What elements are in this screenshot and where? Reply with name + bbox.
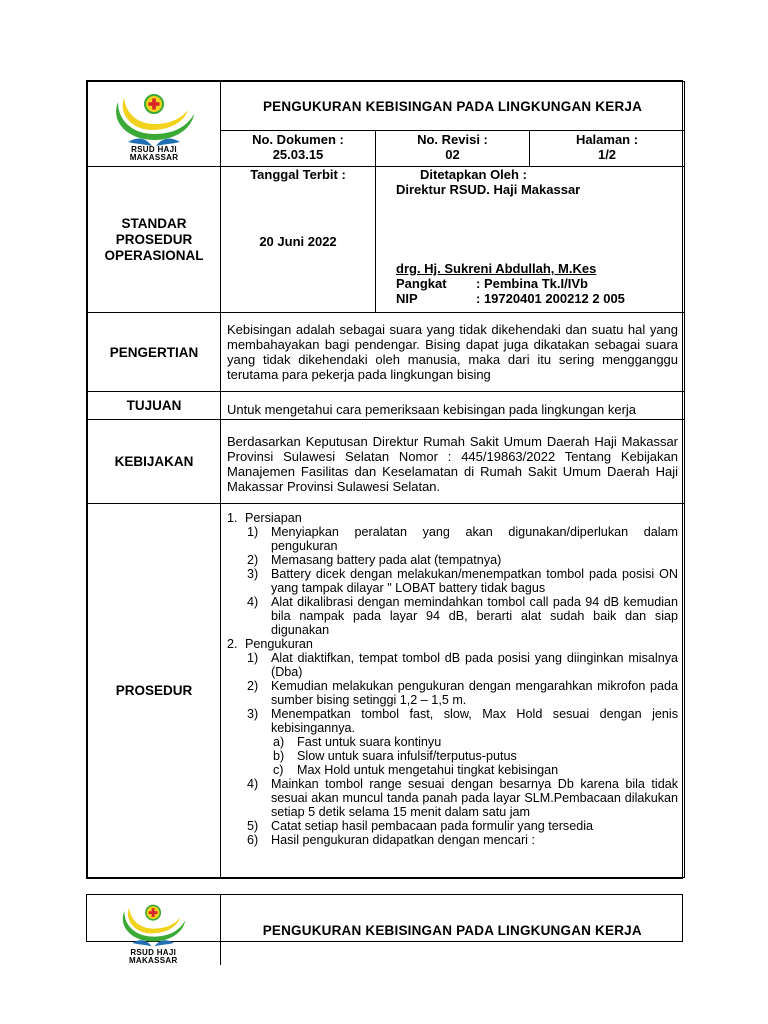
item-text: Kemudian melakukan pengukuran dengan mengarahkan mikrofon pada sumber bising setinggi 1,2 – 1,5 m. [271,679,679,707]
hospital-logo [87,895,220,965]
revision-cell [376,131,530,167]
item-number: b) [273,749,285,763]
sop-label-line3: OPERASIONAL [104,247,204,263]
step-number: 2. [227,637,238,651]
next-document-title: PENGUKURAN KEBISINGAN PADA LINGKUNGAN KERJA [262,922,642,938]
step-pengukuran [221,637,684,651]
item-number: 3) [247,567,259,581]
tujuan-cell [221,392,685,420]
item-number: a) [273,735,285,749]
item-text: Menyiapkan peralatan yang akan digunakan/diperlukan dalam pengukuran [271,525,679,553]
item-number: 4) [247,777,259,791]
item-number: 4) [247,595,259,609]
tujuan-label: TUJUAN [88,392,221,420]
document-title: PENGUKURAN KEBISINGAN PADA LINGKUNGAN KERJA [221,82,685,131]
item-text: Memasang battery pada alat (tempatnya) [271,553,502,567]
rank-label: Pangkat [396,276,447,291]
tujuan-text: Untuk mengetahui cara pemeriksaan kebisingan pada lingkungan kerja [227,402,637,417]
logo-cell [88,82,221,167]
kebijakan-label: KEBIJAKAN [88,420,221,504]
pengertian-label: PENGERTIAN [88,313,221,392]
kebijakan-text: Berdasarkan Keputusan Direktur Rumah Sakit Umum Daerah Haji Makassar Provinsi Sulawesi Selatan Nomor : 445/19863/2022 Tentang Kebijakan Manajemen Fasilitas dan Keselamatan di Rumah Sakit Umum Daerah Haji Makassar Provinsi Sulawesi Selatan. [227,434,679,494]
nip-row [396,291,684,306]
logo-line2: MAKASSAR [129,153,179,162]
list-item [221,651,684,679]
issue-date-cell [221,167,376,313]
revision-value: 02 [445,147,460,162]
next-page-table [87,895,684,965]
pengukuran-list-continued [221,777,684,847]
issue-date-value: 20 Juni 2022 [259,234,337,249]
nip-value: : 19720401 200212 2 005 [476,291,625,306]
logo-line2: MAKASSAR [128,956,178,965]
item-text: Max Hold untuk mengetahui tingkat kebisingan [297,763,559,777]
doc-number-label: No. Dokumen : [252,132,344,147]
issue-date-label: Tanggal Terbit : [250,167,346,182]
item-number: 2) [247,553,259,567]
item-text: Hasil pengukuran didapatkan dengan mencari : [271,833,535,847]
pengertian-cell [221,313,685,392]
item-number: 1) [247,651,259,665]
next-page-header [86,894,683,965]
pengertian-text: Kebisingan adalah sebagai suara yang tidak dikehendaki dan suatu hal yang membahayakan bagi pendengar. Bising dapat juga dikatakan sebagai suara yang tidak dikehendaki oleh manusia, maka dari itu sering mengganggu terutama para pekerja pada lingkungan bising [227,322,679,382]
item-text: Alat diaktifkan, tempat tombol dB pada posisi yang diinginkan misalnya (Dba) [271,651,679,679]
list-item [221,567,684,595]
item-text: Slow untuk suara infulsif/terputus-putus [297,749,517,763]
hospital-logo [88,82,220,166]
pengukuran-sublist [221,735,684,777]
item-text: Mainkan tombol range sesuai dengan besarnya Db karena bila tidak sesuai akan muncul tanda panah pada layar SLM.Pembacaan dilakukan setiap 5 detik selama 15 menit dalam satu jam [271,777,679,819]
set-by-value: Direktur RSUD. Haji Makassar [396,182,581,197]
list-item [221,735,684,749]
sop-document [86,80,683,879]
list-item [221,777,684,819]
list-item [221,763,684,777]
logo-line1: RSUD HAJI [131,145,177,154]
item-number: c) [273,763,284,777]
list-item [221,819,684,833]
list-item [221,707,684,735]
persiapan-list [221,525,684,637]
set-by-label: Ditetapkan Oleh : [420,167,527,182]
signer-name: drg. Hj. Sukreni Abdullah, M.Kes [396,261,597,276]
page-value: 1/2 [597,147,617,162]
item-text: Fast untuk suara kontinyu [297,735,442,749]
list-item [221,525,684,553]
page-cell [530,131,685,167]
crescent-hands-icon [87,895,220,951]
list-item [221,679,684,707]
item-text: Catat setiap hasil pembacaan pada formulir yang tersedia [271,819,594,833]
sop-label-line2: PROSEDUR [115,231,193,247]
list-item [221,595,684,637]
logo-line1: RSUD HAJI [130,948,177,957]
item-number: 1) [247,525,259,539]
step-title: Pengukuran [245,637,313,651]
sop-table [87,81,685,878]
step-title: Persiapan [245,511,302,525]
sop-label [88,167,221,313]
doc-number-value: 25.03.15 [272,147,324,162]
kebijakan-cell [221,420,685,504]
step-persiapan [221,511,684,525]
item-text: Menempatkan tombol fast, slow, Max Hold sesuai dengan jenis kebisingannya. [271,707,679,735]
prosedur-cell [221,504,685,878]
next-logo-cell [87,895,220,965]
list-item [221,833,684,847]
doc-number-cell [221,131,376,167]
rank-row [396,276,684,291]
rank-value: : Pembina Tk.I/IVb [476,276,588,291]
revision-label: No. Revisi : [417,132,488,147]
nip-label: NIP [396,291,418,306]
item-number: 5) [247,819,259,833]
item-text: Battery dicek dengan melakukan/menempatkan tombol pada posisi ON yang tampak dilayar " LOBAT battery tidak bagus [271,567,679,595]
approval-cell [376,167,685,313]
item-number: 6) [247,833,259,847]
crescent-hands-icon [88,82,221,152]
prosedur-label: PROSEDUR [88,504,221,878]
page-label: Halaman : [575,132,639,147]
sop-label-line1: STANDAR [121,215,187,231]
step-number: 1. [227,511,238,525]
item-number: 2) [247,679,259,693]
list-item [221,553,684,567]
item-text: Alat dikalibrasi dengan memindahkan tombol call pada 94 dB kemudian bila nampak pada layar 94 dB, berarti alat sudah baik dan siap digunakan [271,595,679,637]
item-number: 3) [247,707,259,721]
pengukuran-list [221,651,684,735]
list-item [221,749,684,763]
